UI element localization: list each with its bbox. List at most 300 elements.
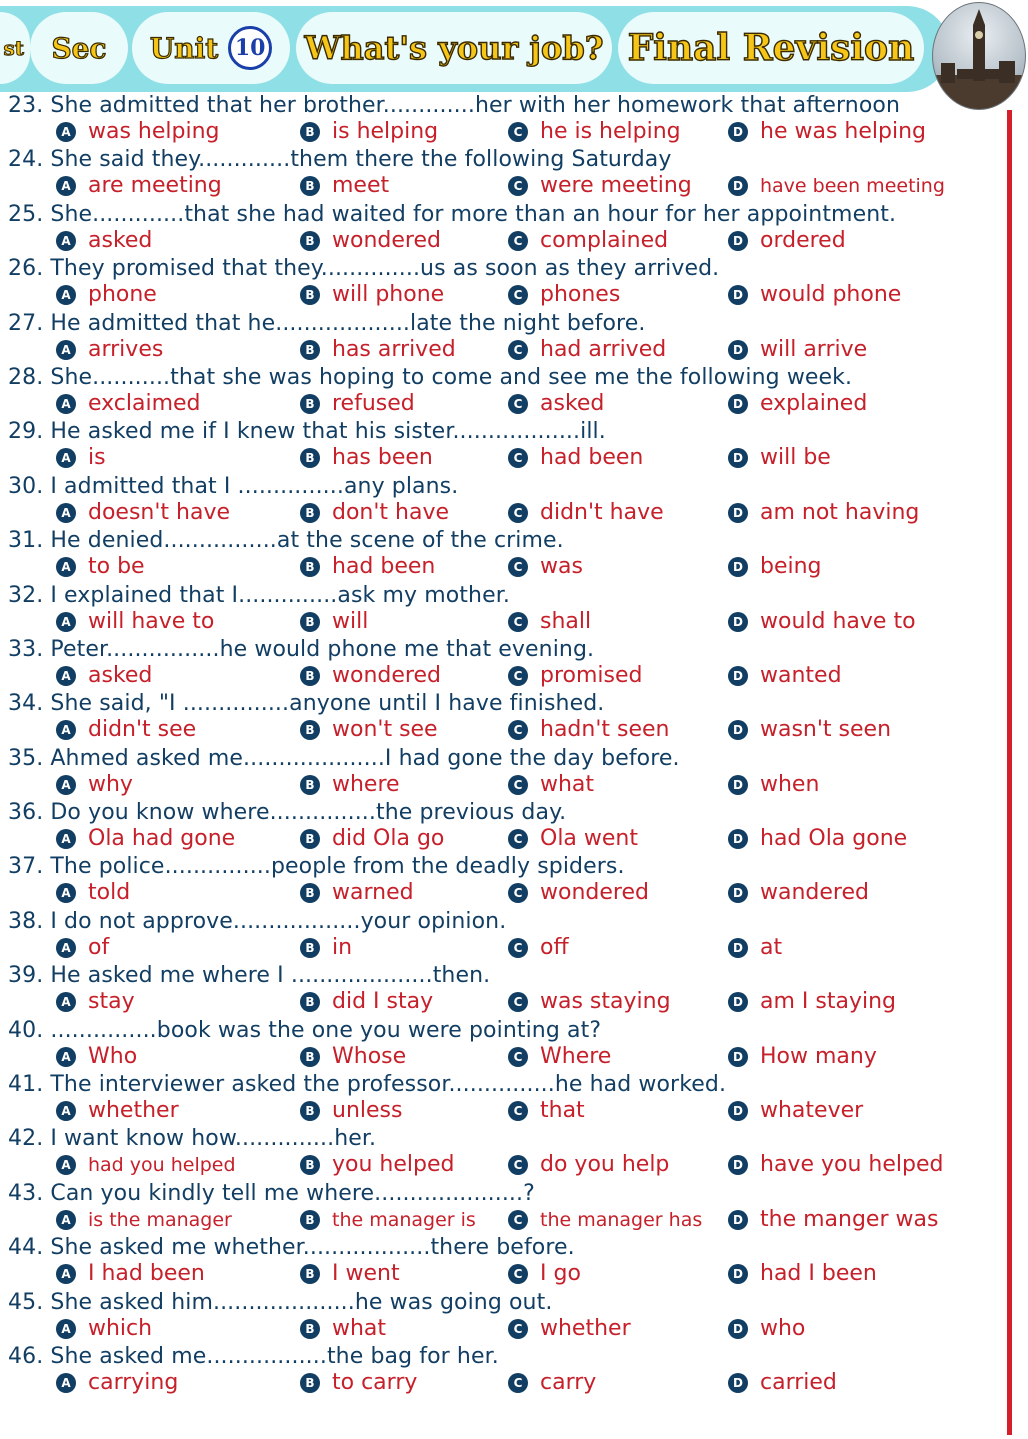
option-c[interactable] [508,173,692,199]
option-letter-badge: C [508,503,528,523]
option-text: would have to [760,608,916,634]
option-text: he is helping [540,119,681,144]
option-a[interactable] [56,935,109,961]
option-b[interactable] [300,772,400,798]
option-letter-badge: A [56,938,76,958]
option-text: am not having [760,499,920,525]
option-text: will have to [88,608,215,634]
option-letter-badge: B [300,1264,320,1284]
option-c[interactable] [508,228,668,254]
option-a[interactable] [56,1098,179,1124]
option-d[interactable] [728,500,919,526]
option-b[interactable] [300,1370,417,1396]
option-d[interactable] [728,337,867,363]
option-text: Who [88,1043,138,1069]
option-d[interactable] [728,173,945,199]
option-text: explained [760,390,868,416]
option-letter-badge: D [728,775,748,795]
option-a[interactable] [56,282,157,308]
option-letter-badge: A [56,992,76,1012]
question-stem: 36. Do you know where...............the previous day. [8,800,567,826]
option-letter-badge: B [300,394,320,414]
option-b[interactable] [300,989,433,1015]
option-text: did Ola go [332,826,445,852]
option-letter-badge: D [728,1155,748,1175]
option-a[interactable] [56,173,222,199]
option-letter-badge: C [508,1319,528,1339]
option-text: carrying [88,1369,179,1395]
option-a[interactable] [56,1152,236,1178]
option-text: that [540,1098,585,1124]
option-c[interactable] [508,1261,581,1287]
option-letter-badge: D [728,720,748,740]
page-frame-line [1007,110,1012,1435]
question-stem: 37. The police...............people from the deadly spiders. [8,854,625,880]
option-text: don't have [332,499,450,525]
option-d[interactable] [728,445,831,471]
question-item [0,310,1000,364]
option-a[interactable] [56,1261,205,1287]
option-text: will arrive [760,336,868,362]
question-stem: 32. I explained that I..............ask my mother. [8,582,510,608]
question-item [0,146,1000,200]
option-letter-badge: D [728,1319,748,1339]
option-letter-badge: D [728,666,748,686]
option-c[interactable] [508,337,666,363]
option-text: unless [332,1098,403,1124]
option-d[interactable] [728,826,907,852]
option-letter-badge: A [56,394,76,414]
option-a[interactable] [56,391,201,417]
option-text: who [760,1315,806,1341]
option-letter-badge: C [508,612,528,632]
option-d[interactable] [728,282,901,308]
option-c[interactable] [508,609,591,635]
question-item [0,908,1000,962]
option-b[interactable] [300,500,449,526]
option-letter-badge: C [508,1373,528,1393]
option-c[interactable] [508,500,664,526]
option-b[interactable] [300,228,441,254]
option-letter-badge: D [728,883,748,903]
option-text: of [88,934,110,960]
option-c[interactable] [508,989,671,1015]
option-letter-badge: A [56,1319,76,1339]
option-a[interactable] [56,337,163,363]
option-b[interactable] [300,1316,386,1342]
option-c[interactable] [508,772,594,798]
option-c[interactable] [508,119,681,145]
option-text: have you helped [760,1152,944,1178]
option-letter-badge: D [728,612,748,632]
option-text: whatever [760,1098,864,1124]
option-letter-badge: D [728,176,748,196]
option-d[interactable] [728,935,782,961]
question-item [0,418,1000,472]
option-text: phones [540,282,621,308]
option-a[interactable] [56,663,152,689]
question-list [0,92,1000,1397]
option-letter-badge: C [508,176,528,196]
option-text: promised [540,662,643,688]
option-letter-badge: A [56,1373,76,1393]
option-letter-badge: B [300,503,320,523]
option-a[interactable] [56,445,106,471]
option-text: asked [88,227,153,253]
option-letter-badge: B [300,775,320,795]
option-b[interactable] [300,554,435,580]
option-letter-badge: C [508,285,528,305]
option-a[interactable] [56,772,133,798]
option-b[interactable] [300,935,352,961]
option-text: arrives [88,336,164,362]
question-stem: 34. She said, "I ...............anyone until I have finished. [8,691,605,717]
option-b[interactable] [300,663,441,689]
option-text: was staying [540,989,671,1015]
option-c[interactable] [508,1152,669,1178]
option-letter-badge: C [508,938,528,958]
option-text: has been [332,445,433,471]
question-stem: 46. She asked me.................the bag for her. [8,1343,499,1369]
option-text: Ola went [540,826,639,852]
option-letter-badge: A [56,1210,76,1230]
option-b[interactable] [300,337,456,363]
option-text: was [540,554,583,580]
question-stem: 40. ...............book was the one you were pointing at? [8,1017,602,1043]
option-c[interactable] [508,1098,585,1124]
question-item [0,690,1000,744]
option-letter-badge: B [300,1101,320,1121]
option-letter-badge: C [508,666,528,686]
option-letter-badge: A [56,666,76,686]
option-text: being [760,554,822,580]
option-b[interactable] [300,173,389,199]
option-text: at [760,934,783,960]
option-text: he was helping [760,119,926,144]
option-text: had been [540,445,644,471]
option-letter-badge: D [728,231,748,251]
option-a[interactable] [56,609,214,635]
option-text: are meeting [88,173,222,199]
option-c[interactable] [508,826,638,852]
question-item [0,1343,1000,1397]
option-c[interactable] [508,717,669,743]
option-text: will phone [332,282,445,308]
option-c[interactable] [508,663,643,689]
option-letter-badge: A [56,883,76,903]
option-c[interactable] [508,1316,631,1342]
option-text: How many [760,1043,877,1069]
option-letter-badge: C [508,1155,528,1175]
option-letter-badge: A [56,122,76,142]
option-d[interactable] [728,391,867,417]
option-a[interactable] [56,119,220,145]
option-c[interactable] [508,1207,702,1233]
option-letter-badge: B [300,992,320,1012]
option-text: wondered [540,880,649,906]
option-text: phone [88,282,157,308]
option-letter-badge: D [728,1264,748,1284]
option-letter-badge: C [508,340,528,360]
option-letter-badge: A [56,231,76,251]
question-stem: 30. I admitted that I ...............any plans. [8,473,459,499]
option-letter-badge: C [508,883,528,903]
option-c[interactable] [508,1370,596,1396]
option-letter-badge: B [300,1319,320,1339]
option-letter-badge: D [728,1373,748,1393]
option-letter-badge: D [728,340,748,360]
option-text: carried [760,1369,837,1395]
option-text: to be [88,554,145,580]
option-d[interactable] [728,1261,877,1287]
option-text: didn't see [88,717,197,743]
option-a[interactable] [56,826,235,852]
question-item [0,1180,1000,1234]
option-a[interactable] [56,228,152,254]
option-c[interactable] [508,880,649,906]
option-a[interactable] [56,1044,137,1070]
option-b[interactable] [300,1098,402,1124]
unit-title: What's your job? [296,12,612,84]
option-letter-badge: B [300,883,320,903]
question-stem: 41. The interviewer asked the professor...............he had worked. [8,1072,727,1098]
option-letter-badge: D [728,1210,748,1230]
question-item [0,745,1000,799]
option-text: had been [332,554,436,580]
option-letter-badge: C [508,1210,528,1230]
option-d[interactable] [728,609,916,635]
option-text: wandered [760,880,869,906]
option-text: has arrived [332,336,456,362]
option-text: did I stay [332,989,434,1015]
option-text: I went [332,1261,400,1287]
option-c[interactable] [508,391,604,417]
option-text: off [540,934,569,960]
question-item [0,636,1000,690]
option-a[interactable] [56,989,135,1015]
question-stem: 35. Ahmed asked me....................I had gone the day before. [8,745,680,771]
option-letter-badge: B [300,448,320,468]
option-text: which [88,1315,153,1341]
option-text: had I been [760,1261,877,1287]
option-letter-badge: C [508,122,528,142]
question-item [0,1017,1000,1071]
option-d[interactable] [728,228,846,254]
question-item [0,1289,1000,1343]
option-text: what [332,1315,387,1341]
option-b[interactable] [300,282,444,308]
option-letter-badge: C [508,448,528,468]
option-d[interactable] [728,1316,805,1342]
option-text: what [540,771,595,797]
question-item [0,473,1000,527]
question-stem: 29. He asked me if I knew that his sister..................ill. [8,419,606,445]
option-text: had you helped [88,1154,236,1177]
option-text: Ola had gone [88,826,236,852]
option-b[interactable] [300,1261,400,1287]
option-letter-badge: C [508,720,528,740]
option-letter-badge: D [728,394,748,414]
option-d[interactable] [728,717,891,743]
question-item [0,201,1000,255]
option-letter-badge: B [300,176,320,196]
question-stem: 42. I want know how..............her. [8,1126,377,1152]
option-letter-badge: B [300,340,320,360]
option-text: shall [540,608,592,634]
option-text: have been meeting [760,175,945,198]
option-text: ordered [760,227,846,253]
question-item [0,1125,1000,1179]
option-text: Where [540,1043,612,1069]
option-b[interactable] [300,826,444,852]
option-text: the manger was [760,1206,939,1232]
option-text: would phone [760,282,902,308]
option-c[interactable] [508,1044,611,1070]
option-letter-badge: A [56,1155,76,1175]
option-letter-badge: A [56,503,76,523]
question-item [0,255,1000,309]
option-letter-badge: A [56,1101,76,1121]
question-stem: 38. I do not approve..................your opinion. [8,908,507,934]
option-letter-badge: B [300,666,320,686]
question-stem: 24. She said they.............them there the following Saturday [8,147,672,173]
header [0,0,1028,96]
option-d[interactable] [728,772,819,798]
option-text: had Ola gone [760,826,908,852]
option-a[interactable] [56,717,196,743]
option-letter-badge: B [300,557,320,577]
option-a[interactable] [56,500,230,526]
option-text: whether [88,1098,179,1124]
option-letter-badge: D [728,448,748,468]
option-text: carry [540,1369,597,1395]
option-letter-badge: D [728,992,748,1012]
option-b[interactable] [300,609,368,635]
option-b[interactable] [300,717,438,743]
option-letter-badge: A [56,340,76,360]
option-c[interactable] [508,282,620,308]
option-b[interactable] [300,880,414,906]
question-item [0,527,1000,581]
option-c[interactable] [508,554,583,580]
option-letter-badge: D [728,938,748,958]
option-letter-badge: D [728,557,748,577]
option-letter-badge: C [508,829,528,849]
option-c[interactable] [508,445,643,471]
st-label: st [0,12,30,84]
option-text: do you help [540,1152,670,1178]
option-letter-badge: B [300,1047,320,1067]
option-text: is the manager [88,1208,232,1231]
option-letter-badge: C [508,557,528,577]
option-d[interactable] [728,880,869,906]
option-a[interactable] [56,1316,152,1342]
option-text: asked [88,662,153,688]
option-letter-badge: D [728,1101,748,1121]
option-text: asked [540,390,605,416]
option-letter-badge: C [508,1264,528,1284]
option-text: is helping [332,119,439,144]
option-letter-badge: A [56,720,76,740]
option-text: I go [540,1261,581,1287]
option-b[interactable] [300,445,433,471]
option-d[interactable] [728,1370,837,1396]
option-text: will [332,608,369,634]
option-letter-badge: A [56,557,76,577]
option-text: won't see [332,717,438,743]
option-text: had arrived [540,336,667,362]
question-item [0,1071,1000,1125]
option-b[interactable] [300,391,415,417]
option-letter-badge: B [300,720,320,740]
option-b[interactable] [300,119,438,145]
option-d[interactable] [728,989,896,1015]
question-item [0,92,1000,146]
option-b[interactable] [300,1152,454,1178]
option-letter-badge: A [56,176,76,196]
option-letter-badge: C [508,992,528,1012]
option-letter-badge: C [508,231,528,251]
option-b[interactable] [300,1044,406,1070]
option-letter-badge: B [300,1210,320,1230]
option-c[interactable] [508,935,569,961]
option-d[interactable] [728,1152,943,1178]
option-letter-badge: C [508,394,528,414]
option-letter-badge: A [56,775,76,795]
option-text: told [88,880,131,906]
option-text: in [332,934,353,960]
final-revision-label: Final Revision [618,12,924,84]
option-letter-badge: C [508,1101,528,1121]
option-d[interactable] [728,1098,863,1124]
option-letter-badge: A [56,448,76,468]
option-text: wondered [332,662,441,688]
option-letter-badge: D [728,122,748,142]
option-text: exclaimed [88,390,201,416]
option-text: the manager has [540,1208,703,1231]
option-text: warned [332,880,414,906]
option-letter-badge: B [300,231,320,251]
option-letter-badge: B [300,829,320,849]
option-letter-badge: B [300,612,320,632]
option-letter-badge: B [300,1155,320,1175]
option-d[interactable] [728,663,842,689]
option-d[interactable] [728,119,926,145]
option-text: was helping [88,119,220,144]
option-letter-badge: B [300,122,320,142]
option-d[interactable] [728,1207,938,1233]
option-a[interactable] [56,1370,178,1396]
option-letter-badge: C [508,775,528,795]
option-text: the manager is [332,1208,476,1231]
option-text: when [760,771,820,797]
option-text: is [88,445,106,471]
option-d[interactable] [728,1044,877,1070]
option-text: where [332,771,400,797]
option-text: doesn't have [88,499,231,525]
option-letter-badge: B [300,285,320,305]
option-a[interactable] [56,880,130,906]
option-letter-badge: D [728,1047,748,1067]
option-b[interactable] [300,1207,476,1233]
option-letter-badge: A [56,829,76,849]
question-stem: 26. They promised that they..............us as soon as they arrived. [8,256,720,282]
sec-label: Sec [30,12,128,84]
option-a[interactable] [56,554,145,580]
option-text: I had been [88,1261,205,1287]
option-a[interactable] [56,1207,232,1233]
option-d[interactable] [728,554,822,580]
